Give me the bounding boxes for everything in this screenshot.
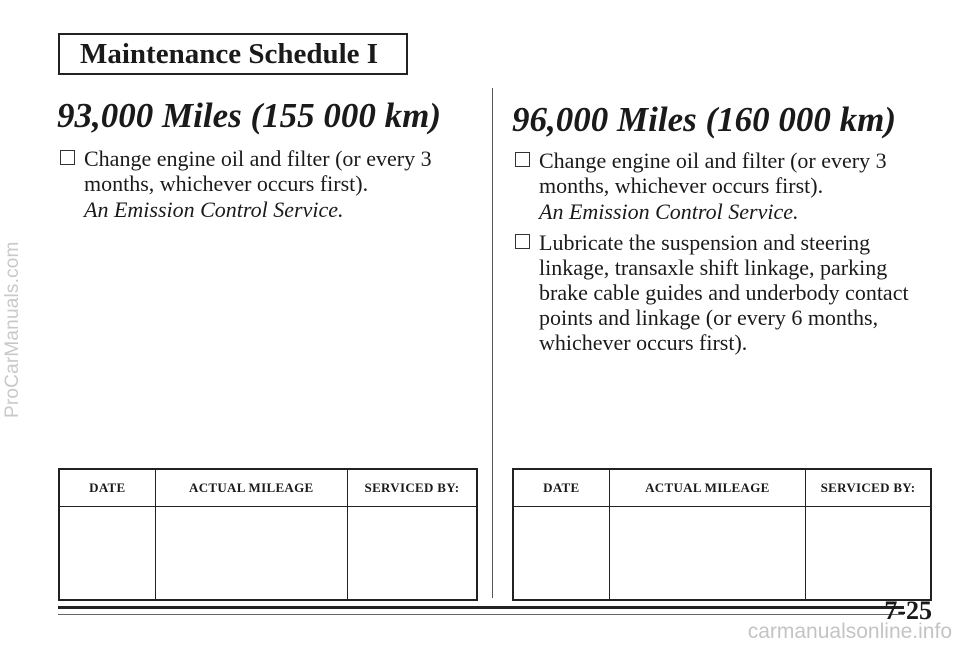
- bottom-watermark: carmanualsonline.info: [747, 620, 952, 643]
- service-item: [515, 148, 915, 224]
- service-record-table-right: [512, 468, 932, 601]
- serviced-by-header: SERVICED BY:: [806, 469, 931, 507]
- actual-mileage-cell[interactable]: [155, 507, 347, 601]
- service-record-table-left: [58, 468, 478, 601]
- actual-mileage-header: ACTUAL MILEAGE: [609, 469, 805, 507]
- serviced-by-cell[interactable]: [806, 507, 931, 601]
- service-item-note: An Emission Control Service.: [539, 199, 799, 224]
- service-items-right: [515, 148, 915, 361]
- actual-mileage-header: ACTUAL MILEAGE: [155, 469, 347, 507]
- footer-rule-thin: [58, 614, 904, 615]
- service-item-note: An Emission Control Service.: [84, 197, 344, 222]
- column-divider: [492, 88, 493, 598]
- service-item-text: Lubricate the suspension and steering linkage, transaxle shift linkage, parking brake cable guides and underbody contact points and linkage (or every 6 months, whichever occurs first).: [539, 230, 909, 355]
- side-watermark: ProCarManuals.com: [2, 241, 23, 419]
- service-item-text: Change engine oil and filter (or every 3 months, whichever occurs first).: [539, 148, 887, 198]
- checkbox[interactable]: [515, 152, 530, 167]
- serviced-by-header: SERVICED BY:: [347, 469, 477, 507]
- checkbox[interactable]: [515, 234, 530, 249]
- service-item: [515, 230, 915, 355]
- section-title: Maintenance Schedule I: [58, 33, 408, 75]
- service-items-left: [60, 146, 460, 228]
- page-number: 7-25: [884, 596, 932, 625]
- service-item: [60, 146, 460, 222]
- checkbox[interactable]: [60, 150, 75, 165]
- serviced-by-cell[interactable]: [347, 507, 477, 601]
- service-item-text: Change engine oil and filter (or every 3 months, whichever occurs first).: [84, 146, 432, 196]
- date-header: DATE: [59, 469, 155, 507]
- interval-heading-left: 93,000 Miles (155 000 km): [57, 96, 442, 135]
- actual-mileage-cell[interactable]: [609, 507, 805, 601]
- date-header: DATE: [513, 469, 609, 507]
- interval-heading-right: 96,000 Miles (160 000 km): [512, 100, 897, 139]
- date-cell[interactable]: [59, 507, 155, 601]
- footer-rule: [58, 606, 904, 609]
- date-cell[interactable]: [513, 507, 609, 601]
